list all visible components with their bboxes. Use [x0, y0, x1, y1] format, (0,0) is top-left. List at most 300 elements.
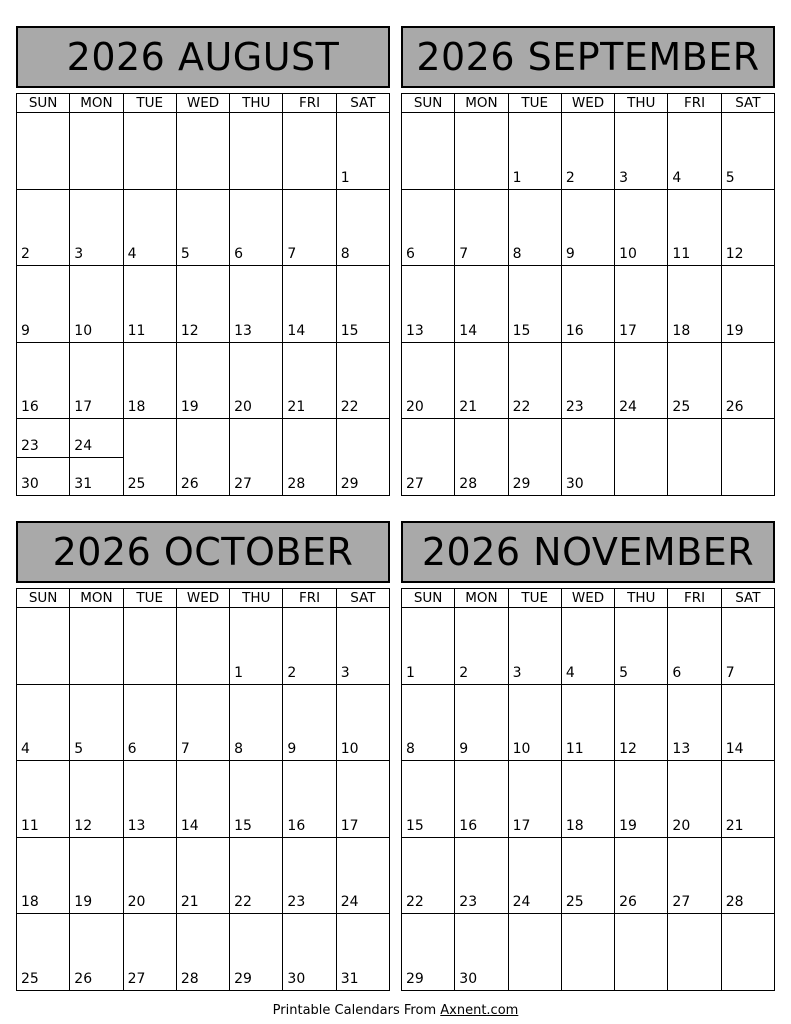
day-number: 23	[565, 399, 584, 415]
day-number: 18	[672, 322, 691, 339]
weekday-header: SUN	[402, 589, 455, 608]
day-number: 24	[619, 399, 637, 415]
day-number: 5	[180, 246, 190, 262]
day-number: 18	[127, 399, 146, 415]
day-cell	[668, 685, 721, 762]
day-cell	[455, 190, 508, 267]
day-cell	[70, 419, 123, 496]
day-number: 22	[406, 894, 424, 910]
day-cell	[562, 190, 615, 267]
day-number: 28	[725, 894, 744, 910]
weekday-header: TUE	[124, 589, 177, 608]
day-number: 23	[287, 894, 306, 910]
weekday-header: TUE	[124, 94, 177, 113]
day-number: 4	[672, 169, 682, 186]
day-cell	[668, 761, 721, 838]
day-number: 3	[74, 246, 84, 262]
day-number: 28	[180, 970, 199, 987]
day-cell	[124, 266, 177, 343]
day-cell	[124, 113, 177, 190]
day-number: 19	[725, 322, 744, 339]
day-cell	[230, 914, 283, 991]
weekday-header: MON	[70, 589, 123, 608]
day-cell	[124, 343, 177, 420]
day-cell	[615, 113, 668, 190]
day-cell	[562, 113, 615, 190]
day-cell	[283, 113, 336, 190]
day-number: 31	[340, 970, 359, 987]
day-cell	[402, 266, 455, 343]
day-cell	[17, 266, 70, 343]
day-cell	[455, 113, 508, 190]
day-cell	[283, 190, 336, 267]
day-cell	[615, 685, 668, 762]
day-cell	[70, 343, 123, 420]
day-cell	[722, 914, 775, 991]
day-number: 2	[565, 169, 575, 186]
day-cell	[337, 685, 390, 762]
weekday-header: THU	[230, 94, 283, 113]
day-number: 11	[127, 322, 146, 339]
day-cell	[17, 113, 70, 190]
day-cell	[283, 419, 336, 496]
day-cell	[402, 608, 455, 685]
weekday-header: SAT	[722, 94, 775, 113]
day-cell	[124, 419, 177, 496]
day-number: 28	[287, 475, 306, 492]
day-number: 8	[234, 741, 244, 757]
day-cell	[177, 761, 230, 838]
day-cell	[455, 343, 508, 420]
day-number: 3	[512, 664, 522, 681]
day-cell	[283, 761, 336, 838]
day-cell-half	[70, 457, 122, 495]
day-cell	[17, 761, 70, 838]
day-number: 8	[406, 741, 415, 757]
day-number: 24	[74, 437, 93, 454]
footer-prefix: Printable Calendars From	[272, 1003, 441, 1018]
month-september	[401, 26, 775, 496]
day-number: 22	[234, 894, 252, 910]
month-november	[401, 521, 775, 991]
day-cell	[562, 685, 615, 762]
day-number: 5	[725, 169, 735, 186]
weekday-header: FRI	[283, 94, 336, 113]
calendar-grid	[16, 93, 390, 496]
day-cell	[230, 190, 283, 267]
day-cell	[124, 190, 177, 267]
day-number: 15	[512, 322, 531, 339]
day-cell	[337, 761, 390, 838]
day-number: 26	[180, 475, 199, 492]
day-number: 30	[21, 475, 39, 492]
day-number: 28	[459, 475, 478, 492]
day-number: 25	[565, 894, 584, 910]
day-cell	[509, 608, 562, 685]
day-cell	[722, 419, 775, 496]
day-number: 25	[672, 399, 691, 415]
day-cell	[402, 419, 455, 496]
day-number: 7	[287, 246, 297, 262]
day-cell	[177, 419, 230, 496]
day-cell	[230, 113, 283, 190]
day-cell	[337, 914, 390, 991]
day-number: 21	[180, 894, 199, 910]
month-title: 2026 OCTOBER	[16, 521, 390, 583]
day-number: 17	[74, 399, 93, 415]
day-number: 18	[21, 894, 39, 910]
day-cell	[562, 838, 615, 915]
day-number: 1	[512, 169, 522, 186]
day-cell	[615, 419, 668, 496]
day-cell	[402, 190, 455, 267]
day-number: 2	[459, 664, 469, 681]
day-number: 12	[74, 817, 93, 834]
day-cell	[722, 838, 775, 915]
day-cell	[615, 608, 668, 685]
day-cell	[402, 761, 455, 838]
day-number: 22	[340, 399, 359, 415]
day-number: 14	[459, 322, 478, 339]
weekday-header: SAT	[722, 589, 775, 608]
day-cell	[722, 685, 775, 762]
day-number: 29	[406, 970, 424, 987]
day-cell	[230, 761, 283, 838]
day-cell	[402, 914, 455, 991]
day-cell	[70, 608, 123, 685]
day-number: 26	[74, 970, 93, 987]
day-number: 24	[340, 894, 359, 910]
day-cell	[70, 685, 123, 762]
day-number: 11	[21, 817, 39, 834]
weekday-header: SUN	[17, 94, 70, 113]
day-cell	[124, 608, 177, 685]
day-cell	[509, 419, 562, 496]
day-cell	[337, 113, 390, 190]
weekday-header: TUE	[509, 94, 562, 113]
month-title: 2026 SEPTEMBER	[401, 26, 775, 88]
day-number: 21	[725, 817, 744, 834]
day-number: 12	[180, 322, 199, 339]
day-cell	[337, 266, 390, 343]
day-cell	[455, 608, 508, 685]
day-number: 11	[672, 246, 691, 262]
day-number: 12	[619, 741, 637, 757]
day-cell	[283, 914, 336, 991]
day-number: 13	[234, 322, 252, 339]
day-number: 7	[180, 741, 190, 757]
day-cell	[668, 419, 721, 496]
day-cell	[562, 608, 615, 685]
day-number: 9	[21, 322, 30, 339]
day-cell	[283, 685, 336, 762]
day-cell	[455, 685, 508, 762]
day-cell	[230, 419, 283, 496]
day-number: 18	[565, 817, 584, 834]
day-cell	[70, 838, 123, 915]
day-number: 7	[459, 246, 469, 262]
day-number: 16	[565, 322, 584, 339]
day-cell	[562, 419, 615, 496]
day-number: 6	[672, 664, 682, 681]
day-number: 13	[672, 741, 691, 757]
day-cell	[124, 914, 177, 991]
day-cell	[615, 343, 668, 420]
day-cell	[402, 838, 455, 915]
day-cell	[230, 838, 283, 915]
day-cell	[337, 838, 390, 915]
weekday-header: THU	[615, 94, 668, 113]
day-number: 31	[74, 475, 93, 492]
day-cell	[668, 190, 721, 267]
weekday-header: WED	[562, 589, 615, 608]
day-number: 20	[406, 399, 424, 415]
day-number: 10	[619, 246, 637, 262]
day-number: 16	[287, 817, 306, 834]
day-number: 26	[725, 399, 744, 415]
day-cell	[615, 190, 668, 267]
day-number: 19	[74, 894, 93, 910]
day-cell	[722, 608, 775, 685]
day-number: 12	[725, 246, 744, 262]
day-cell	[722, 343, 775, 420]
day-number: 20	[127, 894, 146, 910]
day-cell	[17, 608, 70, 685]
day-number: 15	[340, 322, 359, 339]
day-cell	[562, 343, 615, 420]
day-cell-half	[17, 419, 69, 458]
day-cell	[70, 113, 123, 190]
day-cell	[283, 266, 336, 343]
day-number: 8	[512, 246, 522, 262]
day-number: 10	[340, 741, 359, 757]
day-number: 11	[565, 741, 584, 757]
day-cell	[230, 266, 283, 343]
day-number: 26	[619, 894, 637, 910]
day-cell	[337, 343, 390, 420]
day-number: 19	[180, 399, 199, 415]
weekday-header: THU	[230, 589, 283, 608]
weekday-header: SAT	[337, 589, 390, 608]
day-cell	[455, 266, 508, 343]
day-cell	[17, 419, 70, 496]
day-cell	[615, 914, 668, 991]
day-cell	[337, 419, 390, 496]
day-cell	[177, 266, 230, 343]
day-number: 14	[725, 741, 744, 757]
day-number: 13	[406, 322, 424, 339]
day-cell	[455, 838, 508, 915]
day-number: 4	[565, 664, 575, 681]
day-number: 30	[459, 970, 478, 987]
day-cell	[230, 343, 283, 420]
day-number: 4	[127, 246, 137, 262]
day-number: 3	[340, 664, 350, 681]
day-number: 21	[459, 399, 478, 415]
day-cell-half	[17, 457, 69, 495]
month-title: 2026 NOVEMBER	[401, 521, 775, 583]
day-cell	[722, 266, 775, 343]
day-number: 20	[672, 817, 691, 834]
day-number: 8	[340, 246, 350, 262]
weekday-header: MON	[455, 589, 508, 608]
day-number: 19	[619, 817, 637, 834]
day-cell	[70, 266, 123, 343]
day-cell	[509, 914, 562, 991]
day-number: 20	[234, 399, 252, 415]
day-cell	[722, 113, 775, 190]
day-number: 29	[512, 475, 531, 492]
day-cell	[615, 266, 668, 343]
weekday-header: WED	[562, 94, 615, 113]
day-cell	[177, 343, 230, 420]
day-number: 1	[340, 169, 350, 186]
day-cell	[509, 685, 562, 762]
day-number: 2	[21, 246, 30, 262]
weekday-header: TUE	[509, 589, 562, 608]
day-cell	[337, 608, 390, 685]
day-cell	[455, 419, 508, 496]
day-number: 30	[287, 970, 306, 987]
day-number: 9	[459, 741, 469, 757]
day-number: 4	[21, 741, 30, 757]
day-cell	[17, 914, 70, 991]
day-number: 6	[234, 246, 244, 262]
day-number: 30	[565, 475, 584, 492]
day-cell	[177, 608, 230, 685]
day-cell	[509, 761, 562, 838]
day-cell	[177, 190, 230, 267]
day-number: 21	[287, 399, 306, 415]
day-number: 13	[127, 817, 146, 834]
day-cell	[70, 190, 123, 267]
day-cell	[562, 761, 615, 838]
day-cell	[124, 761, 177, 838]
day-number: 10	[512, 741, 531, 757]
weekday-header: FRI	[668, 94, 721, 113]
weekday-header: WED	[177, 94, 230, 113]
day-number: 27	[234, 475, 252, 492]
day-number: 15	[234, 817, 252, 834]
day-cell	[562, 266, 615, 343]
day-cell	[402, 343, 455, 420]
day-cell	[230, 608, 283, 685]
day-cell	[509, 113, 562, 190]
day-number: 23	[459, 894, 478, 910]
day-cell	[615, 838, 668, 915]
day-cell	[562, 914, 615, 991]
day-cell	[17, 343, 70, 420]
day-number: 14	[287, 322, 306, 339]
weekday-header: MON	[70, 94, 123, 113]
weekday-header: MON	[455, 94, 508, 113]
day-number: 23	[21, 437, 39, 454]
day-cell	[177, 685, 230, 762]
day-cell	[402, 685, 455, 762]
day-cell	[177, 838, 230, 915]
day-cell	[177, 914, 230, 991]
day-cell	[455, 914, 508, 991]
day-cell	[230, 685, 283, 762]
day-number: 9	[565, 246, 575, 262]
day-cell	[668, 608, 721, 685]
day-number: 16	[459, 817, 478, 834]
day-number: 6	[406, 246, 415, 262]
day-cell	[722, 190, 775, 267]
day-number: 15	[406, 817, 424, 834]
day-number: 6	[127, 741, 137, 757]
day-cell	[668, 838, 721, 915]
day-cell	[509, 266, 562, 343]
day-cell	[668, 914, 721, 991]
day-number: 29	[340, 475, 359, 492]
day-number: 27	[127, 970, 146, 987]
day-cell	[668, 343, 721, 420]
calendar-grid	[16, 588, 390, 991]
day-number: 9	[287, 741, 297, 757]
weekday-header: THU	[615, 589, 668, 608]
day-number: 17	[512, 817, 531, 834]
day-cell	[722, 761, 775, 838]
day-cell	[283, 608, 336, 685]
footer-credit	[0, 1003, 791, 1018]
day-cell	[17, 685, 70, 762]
day-cell	[509, 190, 562, 267]
day-number: 2	[287, 664, 297, 681]
month-august	[16, 26, 390, 496]
day-cell	[668, 266, 721, 343]
month-october	[16, 521, 390, 991]
day-number: 25	[21, 970, 39, 987]
day-number: 5	[619, 664, 629, 681]
day-number: 14	[180, 817, 199, 834]
day-cell	[615, 761, 668, 838]
day-number: 7	[725, 664, 735, 681]
day-number: 10	[74, 322, 93, 339]
day-cell	[402, 113, 455, 190]
day-number: 25	[127, 475, 146, 492]
day-number: 22	[512, 399, 531, 415]
day-cell	[455, 761, 508, 838]
day-number: 1	[234, 664, 244, 681]
day-number: 16	[21, 399, 39, 415]
weekday-header: WED	[177, 589, 230, 608]
footer-link[interactable]: Axnent.com	[440, 1003, 519, 1018]
day-cell	[17, 190, 70, 267]
month-title: 2026 AUGUST	[16, 26, 390, 88]
day-cell	[70, 914, 123, 991]
day-cell	[177, 113, 230, 190]
day-cell	[70, 761, 123, 838]
day-cell	[337, 190, 390, 267]
weekday-header: SUN	[17, 589, 70, 608]
day-number: 24	[512, 894, 531, 910]
day-cell	[124, 685, 177, 762]
day-cell	[283, 838, 336, 915]
day-number: 3	[619, 169, 629, 186]
day-number: 1	[406, 664, 415, 681]
day-number: 27	[406, 475, 424, 492]
day-cell	[509, 838, 562, 915]
calendar-grid	[401, 93, 775, 496]
day-cell	[283, 343, 336, 420]
day-cell	[668, 113, 721, 190]
day-cell	[124, 838, 177, 915]
day-number: 29	[234, 970, 252, 987]
day-cell	[17, 838, 70, 915]
weekday-header: SUN	[402, 94, 455, 113]
day-number: 27	[672, 894, 691, 910]
